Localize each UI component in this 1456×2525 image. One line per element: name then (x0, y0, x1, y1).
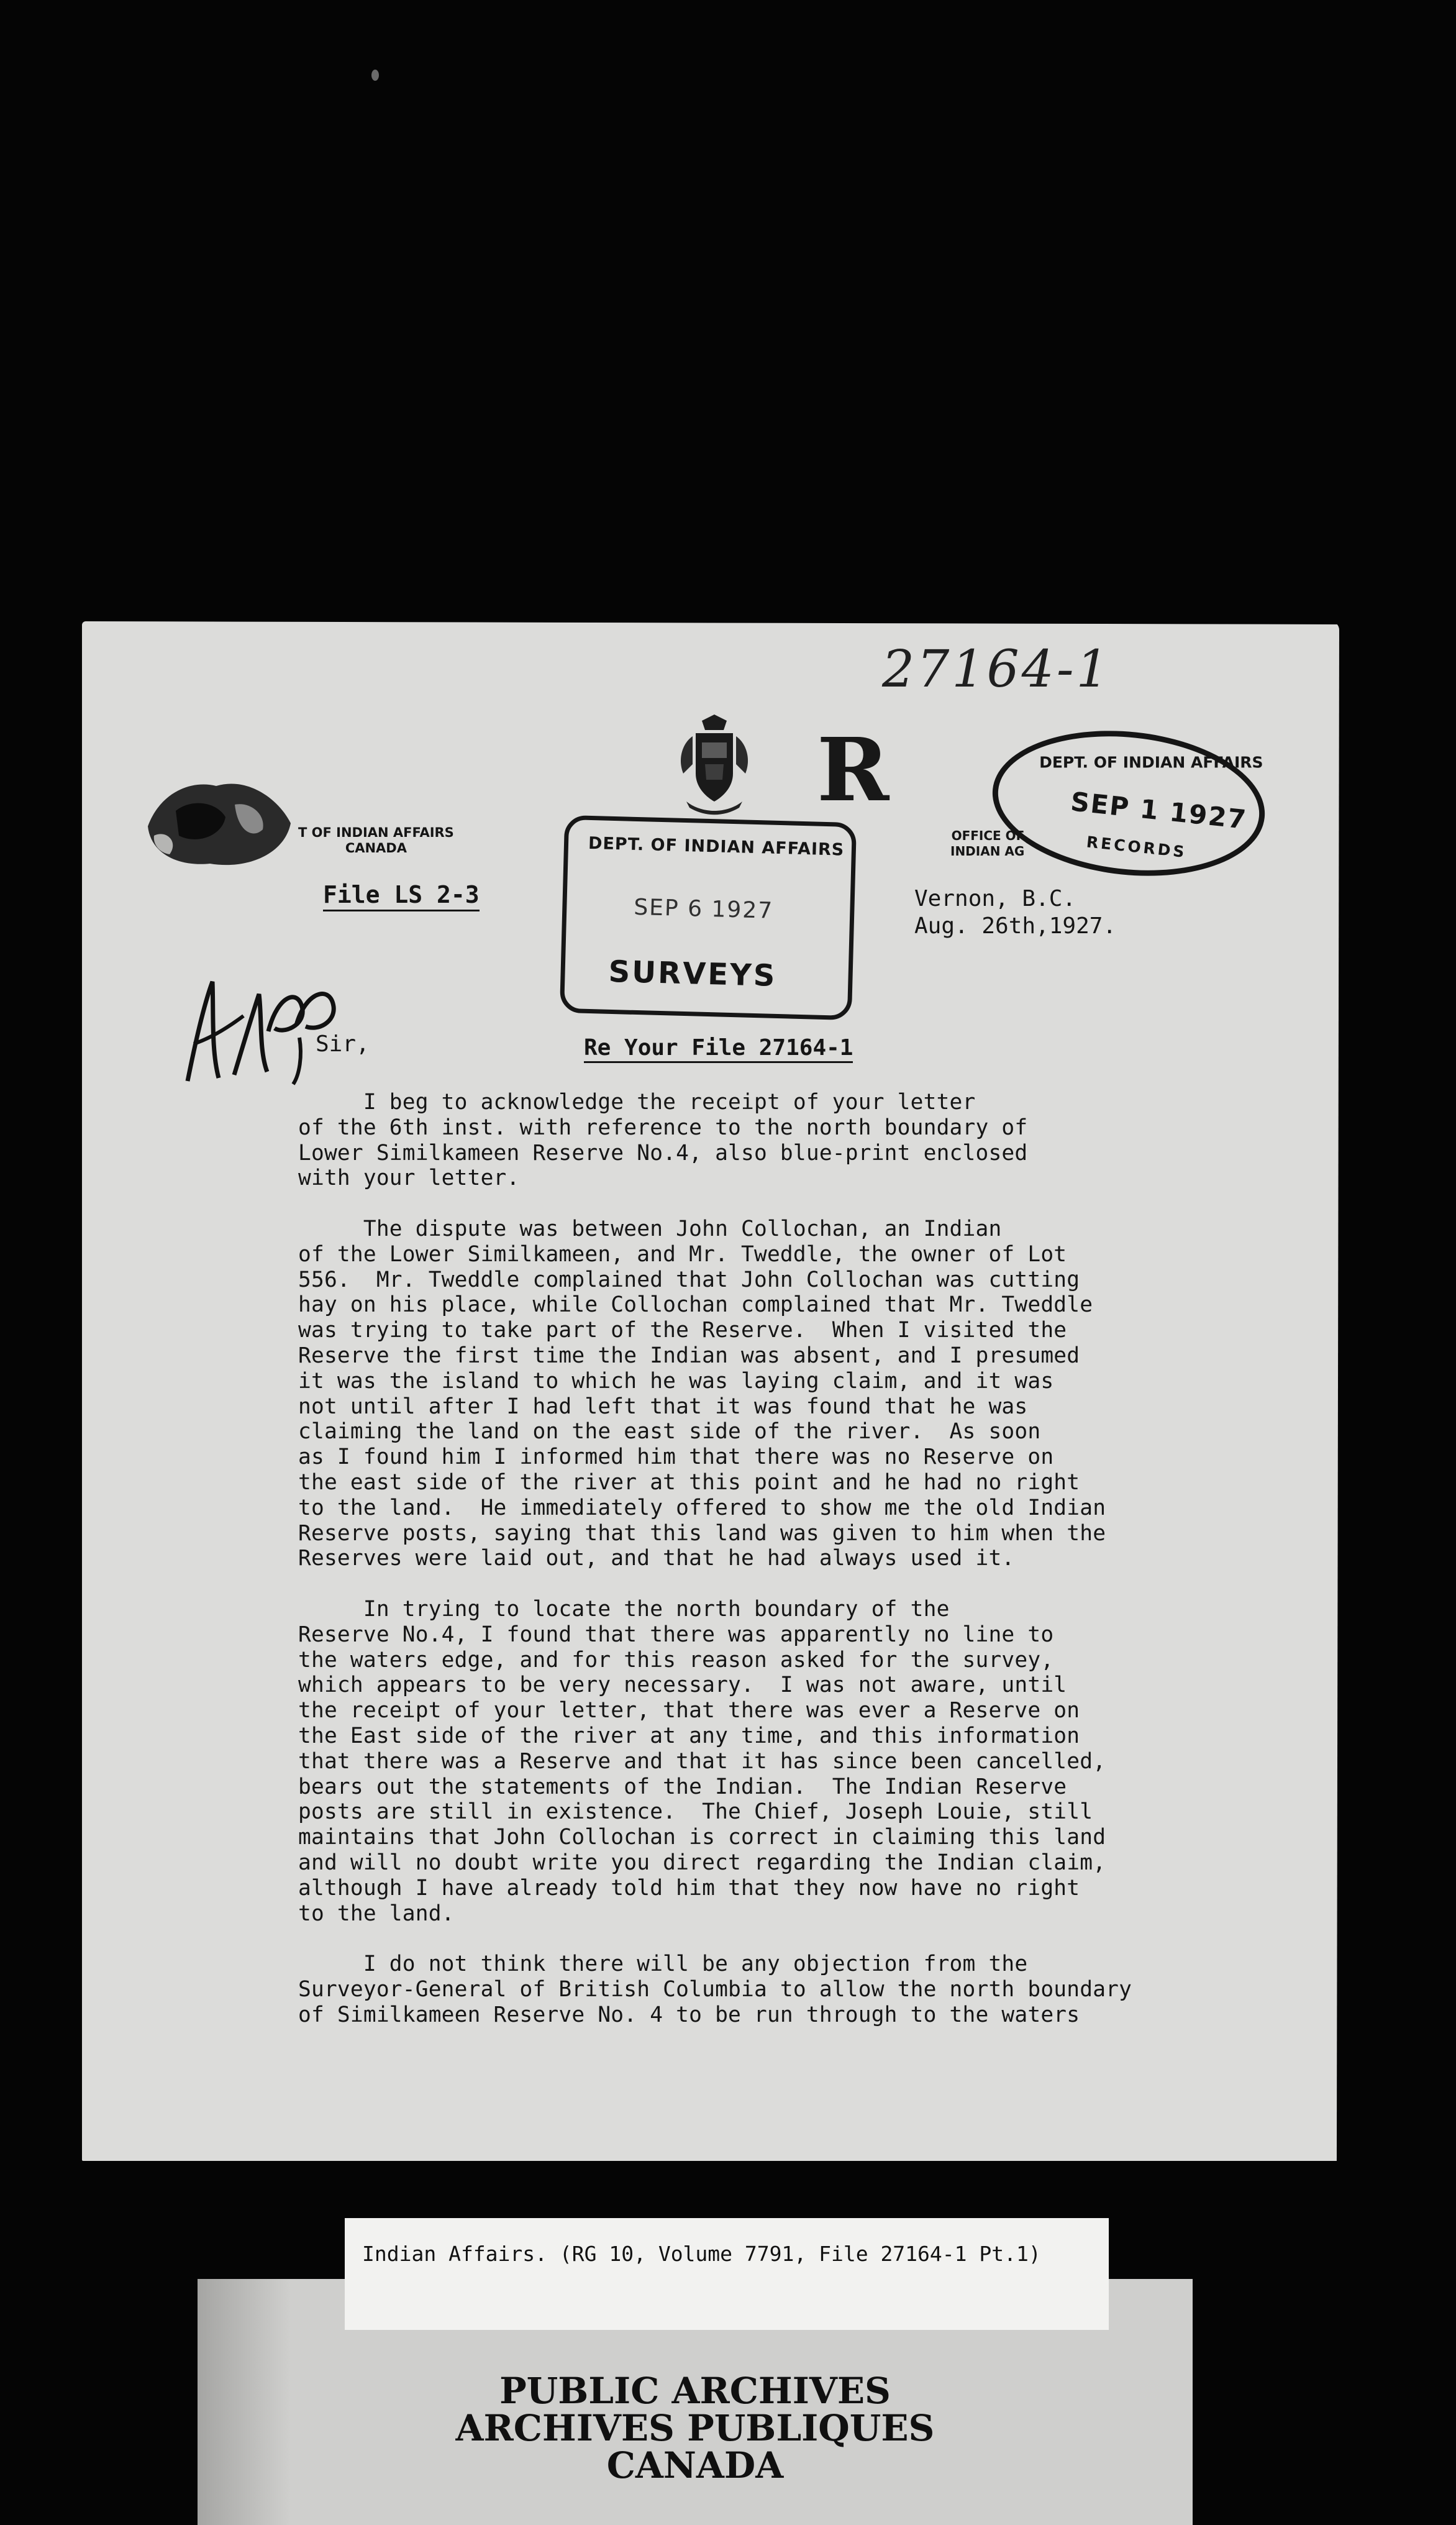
records-stamp-department: DEPT. OF INDIAN AFFAIRS (1039, 753, 1263, 772)
place-and-date (914, 885, 1116, 940)
coat-of-arms-crest-icon (674, 715, 755, 817)
archive-name-fr: ARCHIVES PUBLIQUES (455, 2407, 935, 2449)
letterhead-office: OFFICE OF (951, 828, 1025, 843)
archival-caption-text: Indian Affairs. (RG 10, Volume 7791, File 27164-1 Pt.1) (362, 2242, 1041, 2266)
archive-country: CANADA (606, 2444, 784, 2486)
surveys-received-stamp (560, 815, 857, 1020)
records-stamp-date: SEP 1 1927 (1069, 786, 1249, 835)
file-reference: File LS 2-3 (323, 881, 480, 911)
salutation: Sir, (316, 1031, 370, 1057)
letter-place: Vernon, B.C. (914, 886, 1076, 911)
letterhead-left (298, 825, 454, 856)
archival-caption-label (345, 2218, 1109, 2330)
archive-name-en: PUBLIC ARCHIVES (499, 2370, 891, 2412)
surveys-stamp-department: DEPT. OF INDIAN AFFAIRS (588, 833, 845, 860)
letter-date: Aug. 26th,1927. (914, 913, 1117, 939)
dust-speck (371, 70, 379, 81)
letterhead-department: T OF INDIAN AFFAIRS (298, 825, 454, 840)
subject-line: Re Your File 27164-1 (584, 1035, 853, 1063)
surveys-stamp-label: SURVEYS (607, 954, 778, 993)
surveys-stamp-date: SEP 6 1927 (633, 894, 774, 924)
handwritten-initials-signature (175, 957, 349, 1090)
handwritten-file-number: 27164-1 (882, 640, 1111, 699)
records-stamp-label: RECORDS (1085, 833, 1188, 862)
torn-seal-mark (142, 767, 297, 873)
letterhead-agency: INDIAN AG (950, 844, 1025, 859)
letterhead-country: CANADA (345, 841, 407, 856)
letter-body: I beg to acknowledge the receipt of your letter of the 6th inst. with reference to the north boundary of Lower Similkameen Reserve No.4, also blue-print enclosed with your letter. The dispute was between John Collochan, an Indian of the Lower Similkameen, and Mr. Tweddle, the owner of Lot 556. Mr. Tweddle complained that John Collochan was cutting hay on his place, while Collochan complained that Mr. Tweddle was trying to take part of the Reserve. When I visited the Reserve the first time the Indian was absent, and I presumed it was the island to which he was laying claim, and it was not until after I had left that it was found that he was claiming the land on the east side of the river. As soon as I found him I informed him that there was no Reserve on the east side of the river at this point and he had no right to the land. He immediately offered to show me the old Indian Reserve posts, saying that this land was given to him when the Reserves were laid out, and that he had always used it. In trying to locate the north boundary of the Reserve No.4, I found that there was apparently no line to the waters edge, and for this reason asked for the survey, which appears to be very necessary. I was not aware, until the receipt of your letter, that there was ever a Reserve on the East side of the river at any time, and this information that there was a Reserve and that it has since been cancelled, bears out the statements of the Indian. The Indian Reserve posts are still in existence. The Chief, Joseph Louie, still maintains that John Collochan is correct in claiming this land and will no doubt write you direct regarding the Indian claim, although I have already told him that they now have no right to the land. I do not think there will be any objection from the Surveyor-General of British Columbia to allow the north boundary of Similkameen Reserve No. 4 to be run through to the waters (298, 1090, 1132, 2027)
registry-letter-stamp: R (817, 719, 890, 821)
